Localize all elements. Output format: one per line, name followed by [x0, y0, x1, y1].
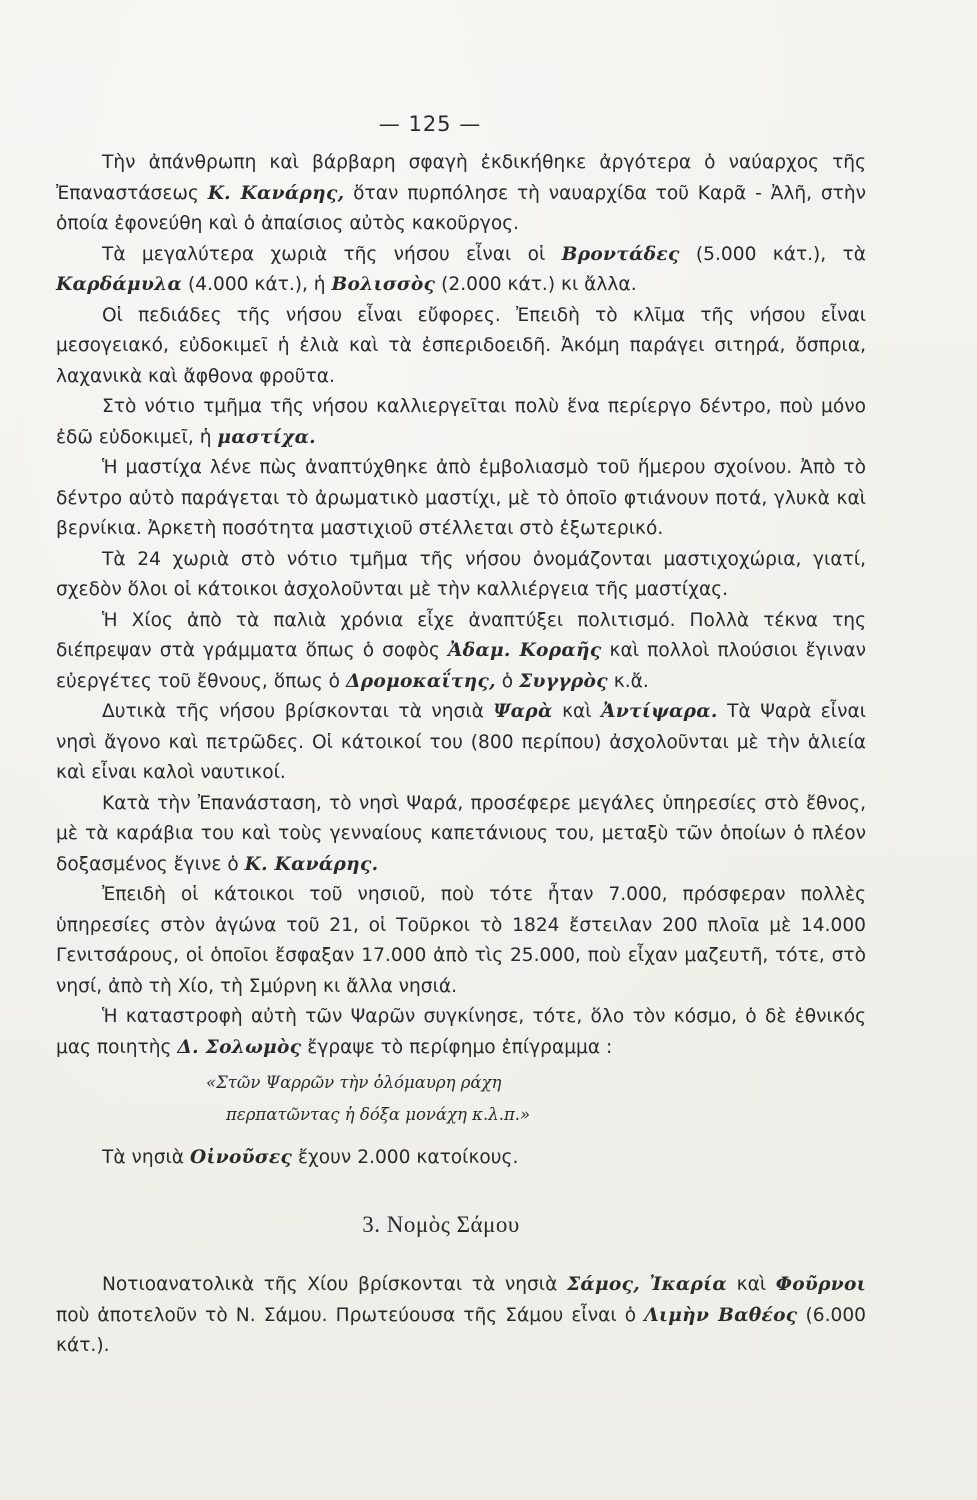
paragraph-villages: Τὰ μεγαλύτερα χωριὰ τῆς νήσου εἶναι οἱ Βροντάδες (5.000 κάτ.), τὰ Καρδάμυλα (4.000 κάτ.), ἡ Βολισσὸς (2.000 κάτ.) κι ἄλλα.: [56, 243, 866, 295]
name-kanaris: Κ. Κανάρης,: [207, 182, 345, 204]
name-dromokaitis: Δρομοκαΐτης,: [345, 670, 496, 692]
body-text: [56, 148, 866, 1362]
paragraph-culture: Ἡ Χίος ἀπὸ τὰ παλιὰ χρόνια εἶχε ἀναπτύξει πολιτισμό. Πολλὰ τέκνα της διέπρεψαν στὰ γράμματα ὅπως ὁ σοφὸς Ἀδαμ. Κοραῆς καὶ πολλοὶ πλούσιοι ἔγιναν εὐεργέτες τοῦ ἔθνους, ὅπως ὁ Δρομοκαΐτης, ὁ Συγγρὸς κ.ἄ.: [56, 609, 866, 692]
name-solomos: Δ. Σολωμὸς: [177, 1036, 302, 1058]
epigram-quote: [56, 1067, 866, 1131]
place-ikaria: Ἰκαρία: [649, 1274, 728, 1295]
paragraph-samos: Νοτιοανατολικὰ τῆς Χίου βρίσκονται τὰ νησιὰ Σάμος, Ἰκαρία καὶ Φοῦρνοι ποὺ ἀποτελοῦν τὸ Ν. Σάμου. Πρωτεύουσα τῆς Σάμου εἶναι ὁ Λιμὴν Βαθέος (6.000 κάτ.).: [56, 1274, 867, 1356]
epigram-line-1: «Στῶν Ψαρρῶν τὴν ὁλόμαυρη ράχη: [206, 1073, 502, 1092]
place-fournoi: Φοῦρνοι: [775, 1274, 867, 1295]
paragraph-mastic-origin: Ἡ μαστίχα λένε πὼς ἀναπτύχθηκε ἀπὸ ἐμβολιασμὸ τοῦ ἥμερου σχοίνου. Ἀπὸ τὸ δέντρο αὐτὸ παράγεται τὸ ἀρωματικὸ μαστίχι, μὲ τὸ ὁποῖο φτιάνουν ποτά, γλυκὰ καὶ βερνίκια. Ἀρκετὴ ποσότητα μαστιχιοῦ στέλλεται στὸ ἐξωτερικό.: [56, 457, 866, 539]
section-title: 3. Νομὸς Σάμου: [362, 1211, 520, 1237]
paragraph-mastichochoria: Τὰ 24 χωριὰ στὸ νότιο τμῆμα τῆς νήσου ὀνομάζονται μαστιχοχώρια, γιατί, σχεδὸν ὅλοι οἱ κάτοικοι ἀσχολοῦνται μὲ τὴν καλλιέργεια τῆς μαστίχας.: [56, 548, 866, 600]
place-kardamyla: Καρδάμυλα: [56, 274, 183, 295]
place-oinousses: Οἰνοῦσες: [189, 1147, 293, 1168]
name-kanaris-2: Κ. Κανάρης.: [244, 853, 379, 875]
place-psara: Ψαρὰ: [493, 701, 553, 722]
name-syngros: Συγγρὸς: [519, 670, 608, 692]
term-mastiha: μαστίχα.: [217, 426, 316, 448]
page-number: — 125 —: [378, 112, 482, 136]
place-antipsara: Ἀντίψαρα.: [601, 701, 718, 722]
paragraph-kanaris-revenge: Τὴν ἀπάνθρωπη καὶ βάρβαρη σφαγὴ ἐκδικήθηκε ἀργότερα ὁ ναύαρχος τῆς Ἐπαναστάσεως Κ. Κανάρης, ὅταν πυρπόλησε τὴ ναυαρχίδα τοῦ Καρᾶ - Ἀλῆ, στὴν ὁποία ἐφονεύθη καὶ ὁ ἀπαίσιος αὐτὸς κακοῦργος.: [56, 152, 867, 234]
spacer: [56, 1131, 866, 1143]
paragraph-oinousses: Τὰ νησιὰ Οἰνοῦσες ἔχουν 2.000 κατοίκους.: [102, 1147, 519, 1168]
paragraph-plains: Οἱ πεδιάδες τῆς νήσου εἶναι εὔφορες. Ἐπειδὴ τὸ κλῖμα τῆς νήσου εἶναι μεσογειακό, εὐδοκιμεῖ ἡ ἐλιὰ καὶ τὰ ἐσπεριδοειδῆ. Ἀκόμη παράγει σιτηρά, ὄσπρια, λαχανικὰ καὶ ἄφθονα φροῦτα.: [56, 304, 866, 387]
paragraph-mastic-tree: Στὸ νότιο τμῆμα τῆς νήσου καλλιεργεῖται πολὺ ἕνα περίεργο δέντρο, ποὺ μόνο ἐδῶ εὐδοκιμεῖ, ἡ μαστίχα.: [56, 396, 866, 448]
epigram-line-2: περπατῶντας ἡ δόξα μονάχη κ.λ.π.»: [226, 1105, 531, 1124]
paragraph-solomos: Ἡ καταστροφὴ αὐτὴ τῶν Ψαρῶν συγκίνησε, τότε, ὅλο τὸν κόσμο, ὁ δὲ ἐθνικός μας ποιητὴς Δ. Σολωμὸς ἔγραψε τὸ περίφημο ἐπίγραμμα :: [56, 1006, 866, 1058]
place-volissos: Βολισσὸς: [331, 274, 436, 295]
paragraph-revolution: Κατὰ τὴν Ἐπανάσταση, τὸ νησὶ Ψαρά, προσέφερε μεγάλες ὑπηρεσίες στὸ ἔθνος, μὲ τὰ καράβια του καὶ τοὺς γενναίους καπετάνιους του, μεταξὺ τῶν ὁποίων ὁ πλέον δοξασμένος ἔγινε ὁ Κ. Κανάρης.: [56, 792, 866, 875]
paragraph-massacre: Ἐπειδὴ οἱ κάτοικοι τοῦ νησιοῦ, ποὺ τότε ἦταν 7.000, πρόσφεραν πολλὲς ὑπηρεσίες στὸν ἀγώνα τοῦ 21, οἱ Τοῦρκοι τὸ 1824 ἔστειλαν 200 πλοῖα μὲ 14.000 Γενιτσάρους, οἱ ὁποῖοι ἔσφαξαν 17.000 ἀπὸ τὶς 25.000, ποὺ εἶχαν μαζευτῆ, τότε, στὸ νησί, ἀπὸ τὴ Χίο, τὴ Σμύρνη κι ἄλλα νησιά.: [56, 884, 866, 997]
paragraph-psara: Δυτικὰ τῆς νήσου βρίσκονται τὰ νησιὰ Ψαρὰ καὶ Ἀντίψαρα. Τὰ Ψαρὰ εἶναι νησὶ ἄγονο καὶ πετρῶδες. Οἱ κάτοικοί του (800 περίπου) ἀσχολοῦνται μὲ τὴν ἁλιεία καὶ εἶναι καλοὶ ναυτικοί.: [56, 701, 867, 783]
name-korais: Ἀδαμ. Κοραῆς: [447, 640, 602, 661]
place-samos: Σάμος,: [566, 1274, 640, 1295]
place-vathy: Λιμὴν Βαθέος: [644, 1304, 798, 1326]
place-vrontades: Βροντάδες: [561, 243, 680, 265]
